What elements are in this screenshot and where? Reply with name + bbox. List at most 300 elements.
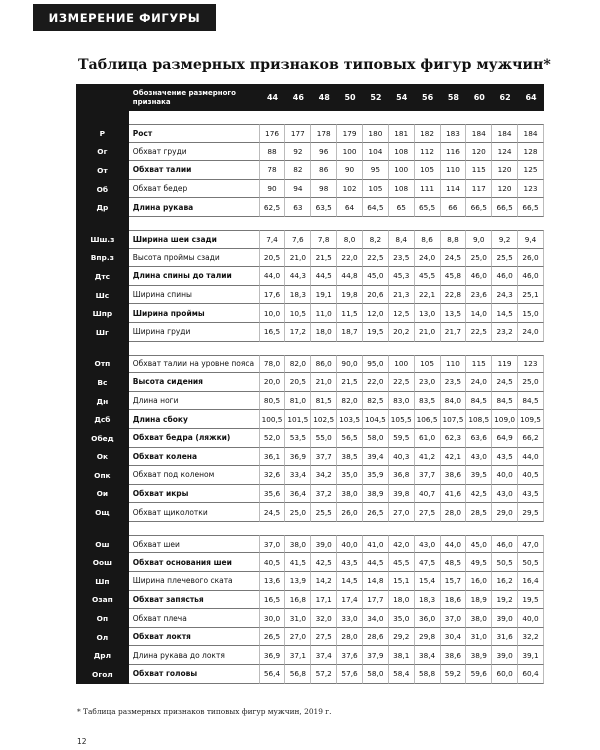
value-cell: 110 — [441, 355, 467, 374]
row-name: Длина спины до талии — [129, 267, 260, 286]
value-cell: 47,0 — [518, 535, 544, 554]
value-cell: 57,6 — [337, 665, 363, 684]
table-row — [76, 503, 544, 522]
value-cell: 15,7 — [441, 572, 467, 591]
value-cell: 178 — [311, 124, 337, 143]
value-cell: 30,0 — [260, 609, 286, 628]
value-cell: 115 — [466, 161, 492, 180]
value-cell: 56,8 — [285, 665, 311, 684]
size-header: 60 — [466, 84, 492, 111]
value-cell: 100 — [389, 355, 415, 374]
size-header: 46 — [285, 84, 311, 111]
value-cell: 61,0 — [415, 429, 441, 448]
value-cell: 32,6 — [260, 466, 286, 485]
value-cell: 28,0 — [441, 503, 467, 522]
table-row — [76, 286, 544, 305]
value-cell: 41,5 — [285, 553, 311, 572]
value-cell: 111 — [415, 180, 441, 199]
value-cell: 64 — [337, 198, 363, 217]
value-cell: 41,2 — [415, 448, 441, 467]
value-cell: 26,5 — [260, 628, 286, 647]
code-spacer-cell — [76, 111, 129, 124]
value-cell: 38,9 — [466, 646, 492, 665]
value-cell: 184 — [492, 124, 518, 143]
value-cell: 66,5 — [492, 198, 518, 217]
value-cell: 63,6 — [466, 429, 492, 448]
value-cell: 42,1 — [441, 448, 467, 467]
value-cell: 29,5 — [518, 503, 544, 522]
value-cell: 37,0 — [441, 609, 467, 628]
table-row — [76, 124, 544, 143]
value-cell: 84,0 — [441, 392, 467, 411]
value-cell: 82,0 — [285, 355, 311, 374]
value-cell: 82,5 — [363, 392, 389, 411]
value-cell: 64,5 — [363, 198, 389, 217]
value-cell: 78,0 — [260, 355, 286, 374]
row-name: Обхват щиколотки — [129, 503, 260, 522]
value-cell: 25,0 — [285, 503, 311, 522]
value-cell: 105 — [415, 355, 441, 374]
value-cell: 94 — [285, 180, 311, 199]
table-row — [76, 591, 544, 610]
value-cell: 33,4 — [285, 466, 311, 485]
group-spacer — [76, 111, 544, 124]
value-cell: 25,1 — [518, 286, 544, 305]
value-cell: 32,2 — [518, 628, 544, 647]
table-row — [76, 609, 544, 628]
group-spacer — [76, 217, 544, 230]
row-name: Обхват шеи — [129, 535, 260, 554]
value-cell: 58,4 — [389, 665, 415, 684]
row-name: Ширина спины — [129, 286, 260, 305]
value-cell: 37,7 — [415, 466, 441, 485]
row-code: Оош — [76, 553, 129, 572]
size-header: 64 — [518, 84, 544, 111]
size-header: 58 — [441, 84, 467, 111]
value-cell: 108 — [389, 143, 415, 162]
value-cell: 8,8 — [441, 230, 467, 249]
value-cell: 109,5 — [518, 410, 544, 429]
row-code: Дрл — [76, 646, 129, 665]
table-row — [76, 304, 544, 323]
value-cell: 18,7 — [337, 323, 363, 342]
value-cell: 24,0 — [415, 249, 441, 268]
value-cell: 12,0 — [363, 304, 389, 323]
table-row — [76, 466, 544, 485]
value-cell: 16,5 — [260, 323, 286, 342]
value-cell: 43,0 — [492, 485, 518, 504]
value-cell: 15,0 — [518, 304, 544, 323]
value-cell: 30,4 — [441, 628, 467, 647]
table-row — [76, 485, 544, 504]
value-cell: 36,0 — [415, 609, 441, 628]
value-cell: 46,0 — [466, 267, 492, 286]
value-cell: 42,5 — [466, 485, 492, 504]
value-cell: 35,0 — [389, 609, 415, 628]
value-cell: 48,5 — [441, 553, 467, 572]
value-cell: 27,0 — [285, 628, 311, 647]
value-cell: 22,1 — [415, 286, 441, 305]
value-cell: 14,0 — [466, 304, 492, 323]
value-cell: 21,5 — [311, 249, 337, 268]
row-name: Обхват локтя — [129, 628, 260, 647]
row-name: Высота проймы сзади — [129, 249, 260, 268]
value-cell: 38,5 — [337, 448, 363, 467]
value-cell: 44,0 — [260, 267, 286, 286]
section-banner — [33, 4, 216, 31]
size-header: 54 — [389, 84, 415, 111]
row-code: Др — [76, 198, 129, 217]
row-name: Высота сидения — [129, 373, 260, 392]
value-cell: 42,0 — [389, 535, 415, 554]
row-code: Впр.з — [76, 249, 129, 268]
value-cell: 83,5 — [415, 392, 441, 411]
value-cell: 56,4 — [260, 665, 286, 684]
value-cell: 43,0 — [415, 535, 441, 554]
row-name: Обхват груди — [129, 143, 260, 162]
value-cell: 81,5 — [311, 392, 337, 411]
row-code: Озап — [76, 591, 129, 610]
value-cell: 11,0 — [311, 304, 337, 323]
value-cell: 57,2 — [311, 665, 337, 684]
value-cell: 45,5 — [415, 267, 441, 286]
row-code: Шс — [76, 286, 129, 305]
header-label: Обозначение размерного признака — [129, 84, 260, 111]
value-cell: 36,1 — [260, 448, 286, 467]
value-cell: 25,0 — [466, 249, 492, 268]
value-cell: 103,5 — [337, 410, 363, 429]
value-cell: 32,0 — [311, 609, 337, 628]
code-spacer-cell — [76, 342, 129, 355]
value-cell: 124 — [492, 143, 518, 162]
row-code: Ок — [76, 448, 129, 467]
table-row — [76, 161, 544, 180]
row-name: Обхват талии на уровне пояса — [129, 355, 260, 374]
value-cell: 24,0 — [518, 323, 544, 342]
row-name: Рост — [129, 124, 260, 143]
value-cell: 17,6 — [260, 286, 286, 305]
code-spacer-cell — [76, 217, 129, 230]
row-name: Обхват колена — [129, 448, 260, 467]
row-code: Огол — [76, 665, 129, 684]
value-cell: 44,0 — [518, 448, 544, 467]
value-cell: 37,9 — [363, 646, 389, 665]
value-cell: 180 — [363, 124, 389, 143]
value-cell: 179 — [337, 124, 363, 143]
row-code: Ош — [76, 535, 129, 554]
value-cell: 49,5 — [466, 553, 492, 572]
value-cell: 44,0 — [441, 535, 467, 554]
table-row — [76, 448, 544, 467]
value-cell: 108 — [389, 180, 415, 199]
value-cell: 40,5 — [260, 553, 286, 572]
value-cell: 102,5 — [311, 410, 337, 429]
size-header: 44 — [260, 84, 286, 111]
row-code: Отп — [76, 355, 129, 374]
value-cell: 36,9 — [285, 448, 311, 467]
value-cell: 58,8 — [415, 665, 441, 684]
value-cell: 21,0 — [415, 323, 441, 342]
value-cell: 22,5 — [363, 249, 389, 268]
value-cell: 20,5 — [260, 249, 286, 268]
row-name: Обхват бедер — [129, 180, 260, 199]
value-cell: 27,0 — [389, 503, 415, 522]
spacer-cell — [129, 522, 544, 535]
value-cell: 39,0 — [492, 609, 518, 628]
value-cell: 38,4 — [415, 646, 441, 665]
value-cell: 21,0 — [311, 373, 337, 392]
row-code: Шш.з — [76, 230, 129, 249]
value-cell: 96 — [311, 143, 337, 162]
value-cell: 14,5 — [337, 572, 363, 591]
value-cell: 50,5 — [492, 553, 518, 572]
row-code: Дн — [76, 392, 129, 411]
value-cell: 28,0 — [337, 628, 363, 647]
size-header: 56 — [415, 84, 441, 111]
value-cell: 34,2 — [311, 466, 337, 485]
value-cell: 82,0 — [337, 392, 363, 411]
value-cell: 101,5 — [285, 410, 311, 429]
value-cell: 39,5 — [466, 466, 492, 485]
row-code: Об — [76, 180, 129, 199]
table-row — [76, 410, 544, 429]
table-body — [76, 111, 544, 684]
size-header: 62 — [492, 84, 518, 111]
size-table — [76, 84, 544, 684]
value-cell: 65 — [389, 198, 415, 217]
value-cell: 120 — [492, 161, 518, 180]
size-header: 50 — [337, 84, 363, 111]
value-cell: 18,9 — [466, 591, 492, 610]
value-cell: 38,0 — [285, 535, 311, 554]
value-cell: 22,0 — [337, 249, 363, 268]
spacer-cell — [129, 342, 544, 355]
value-cell: 37,0 — [260, 535, 286, 554]
value-cell: 59,6 — [466, 665, 492, 684]
table-row — [76, 646, 544, 665]
value-cell: 45,3 — [389, 267, 415, 286]
value-cell: 24,5 — [492, 373, 518, 392]
value-cell: 39,8 — [389, 485, 415, 504]
group-spacer — [76, 342, 544, 355]
value-cell: 40,3 — [389, 448, 415, 467]
page-number: 12 — [77, 737, 87, 746]
value-cell: 95,0 — [363, 355, 389, 374]
row-name: Обхват основания шеи — [129, 553, 260, 572]
table-row — [76, 572, 544, 591]
value-cell: 59,2 — [441, 665, 467, 684]
row-code: Р — [76, 124, 129, 143]
value-cell: 15,1 — [389, 572, 415, 591]
value-cell: 64,9 — [492, 429, 518, 448]
value-cell: 108,5 — [466, 410, 492, 429]
value-cell: 18,0 — [389, 591, 415, 610]
table-row — [76, 355, 544, 374]
value-cell: 26,5 — [363, 503, 389, 522]
row-name: Ширина плечевого ската — [129, 572, 260, 591]
value-cell: 16,2 — [492, 572, 518, 591]
value-cell: 65,5 — [415, 198, 441, 217]
row-name: Обхват бедра (ляжки) — [129, 429, 260, 448]
value-cell: 81,0 — [285, 392, 311, 411]
value-cell: 55,0 — [311, 429, 337, 448]
value-cell: 16,5 — [260, 591, 286, 610]
value-cell: 41,6 — [441, 485, 467, 504]
value-cell: 92 — [285, 143, 311, 162]
group-spacer — [76, 522, 544, 535]
value-cell: 84,5 — [466, 392, 492, 411]
value-cell: 43,5 — [337, 553, 363, 572]
value-cell: 37,1 — [285, 646, 311, 665]
value-cell: 38,0 — [337, 485, 363, 504]
value-cell: 109,0 — [492, 410, 518, 429]
value-cell: 105 — [363, 180, 389, 199]
value-cell: 19,2 — [492, 591, 518, 610]
table-row — [76, 230, 544, 249]
value-cell: 120 — [466, 143, 492, 162]
value-cell: 37,4 — [311, 646, 337, 665]
value-cell: 13,0 — [415, 304, 441, 323]
row-code: Ол — [76, 628, 129, 647]
value-cell: 116 — [441, 143, 467, 162]
footnote: * Таблица размерных признаков типовых фигур мужчин, 2019 г. — [77, 707, 332, 716]
value-cell: 24,5 — [441, 249, 467, 268]
value-cell: 26,0 — [337, 503, 363, 522]
value-cell: 39,0 — [311, 535, 337, 554]
value-cell: 29,0 — [492, 503, 518, 522]
size-header: 48 — [311, 84, 337, 111]
value-cell: 18,3 — [285, 286, 311, 305]
value-cell: 8,0 — [337, 230, 363, 249]
value-cell: 66 — [441, 198, 467, 217]
value-cell: 98 — [311, 180, 337, 199]
row-code: Ог — [76, 143, 129, 162]
value-cell: 35,0 — [337, 466, 363, 485]
value-cell: 29,8 — [415, 628, 441, 647]
size-header: 52 — [363, 84, 389, 111]
value-cell: 23,6 — [466, 286, 492, 305]
value-cell: 100 — [389, 161, 415, 180]
value-cell: 78 — [260, 161, 286, 180]
row-code: Дсб — [76, 410, 129, 429]
value-cell: 119 — [492, 355, 518, 374]
value-cell: 36,9 — [260, 646, 286, 665]
value-cell: 9,2 — [492, 230, 518, 249]
value-cell: 22,5 — [389, 373, 415, 392]
value-cell: 18,0 — [311, 323, 337, 342]
value-cell: 44,3 — [285, 267, 311, 286]
value-cell: 38,9 — [363, 485, 389, 504]
value-cell: 46,0 — [518, 267, 544, 286]
code-spacer-cell — [76, 522, 129, 535]
value-cell: 80,5 — [260, 392, 286, 411]
value-cell: 26,0 — [518, 249, 544, 268]
value-cell: 62,5 — [260, 198, 286, 217]
section-label: ИЗМЕРЕНИЕ ФИГУРЫ — [48, 10, 201, 25]
table-row — [76, 628, 544, 647]
value-cell: 10,0 — [260, 304, 286, 323]
value-cell: 177 — [285, 124, 311, 143]
value-cell: 53,5 — [285, 429, 311, 448]
table-row — [76, 392, 544, 411]
value-cell: 16,8 — [285, 591, 311, 610]
value-cell: 84,5 — [492, 392, 518, 411]
value-cell: 23,5 — [389, 249, 415, 268]
value-cell: 44,5 — [363, 553, 389, 572]
value-cell: 46,0 — [492, 267, 518, 286]
value-cell: 14,2 — [311, 572, 337, 591]
header-code-cell — [76, 84, 129, 111]
value-cell: 20,0 — [260, 373, 286, 392]
value-cell: 66,5 — [466, 198, 492, 217]
value-cell: 13,9 — [285, 572, 311, 591]
value-cell: 112 — [415, 143, 441, 162]
value-cell: 27,5 — [415, 503, 441, 522]
spacer-cell — [129, 217, 544, 230]
row-code: Оп — [76, 609, 129, 628]
value-cell: 9,4 — [518, 230, 544, 249]
value-cell: 90 — [260, 180, 286, 199]
value-cell: 120 — [492, 180, 518, 199]
value-cell: 23,0 — [415, 373, 441, 392]
value-cell: 62,3 — [441, 429, 467, 448]
value-cell: 38,0 — [466, 609, 492, 628]
page-title: Таблица размерных признаков типовых фигур мужчин* — [78, 57, 551, 73]
value-cell: 43,0 — [466, 448, 492, 467]
value-cell: 114 — [441, 180, 467, 199]
value-cell: 45,0 — [363, 267, 389, 286]
value-cell: 45,0 — [466, 535, 492, 554]
value-cell: 183 — [441, 124, 467, 143]
row-name: Длина рукава до локтя — [129, 646, 260, 665]
value-cell: 60,0 — [492, 665, 518, 684]
row-code: Ощ — [76, 503, 129, 522]
value-cell: 44,5 — [311, 267, 337, 286]
value-cell: 20,5 — [285, 373, 311, 392]
row-code: Обед — [76, 429, 129, 448]
value-cell: 105 — [415, 161, 441, 180]
value-cell: 37,2 — [311, 485, 337, 504]
value-cell: 37,7 — [311, 448, 337, 467]
value-cell: 45,5 — [389, 553, 415, 572]
value-cell: 16,0 — [466, 572, 492, 591]
value-cell: 110 — [441, 161, 467, 180]
value-cell: 22,8 — [441, 286, 467, 305]
table-row — [76, 429, 544, 448]
table-row — [76, 180, 544, 199]
row-name: Обхват под коленом — [129, 466, 260, 485]
value-cell: 23,2 — [492, 323, 518, 342]
value-cell: 38,1 — [389, 646, 415, 665]
value-cell: 38,6 — [441, 646, 467, 665]
value-cell: 31,0 — [466, 628, 492, 647]
value-cell: 86,0 — [311, 355, 337, 374]
value-cell: 36,8 — [389, 466, 415, 485]
value-cell: 7,8 — [311, 230, 337, 249]
row-name: Ширина шеи сзади — [129, 230, 260, 249]
table-row — [76, 267, 544, 286]
value-cell: 84,5 — [518, 392, 544, 411]
value-cell: 125 — [518, 161, 544, 180]
value-cell: 107,5 — [441, 410, 467, 429]
value-cell: 28,5 — [466, 503, 492, 522]
value-cell: 20,2 — [389, 323, 415, 342]
value-cell: 7,6 — [285, 230, 311, 249]
table-row — [76, 535, 544, 554]
value-cell: 19,5 — [518, 591, 544, 610]
value-cell: 66,5 — [518, 198, 544, 217]
value-cell: 45,8 — [441, 267, 467, 286]
